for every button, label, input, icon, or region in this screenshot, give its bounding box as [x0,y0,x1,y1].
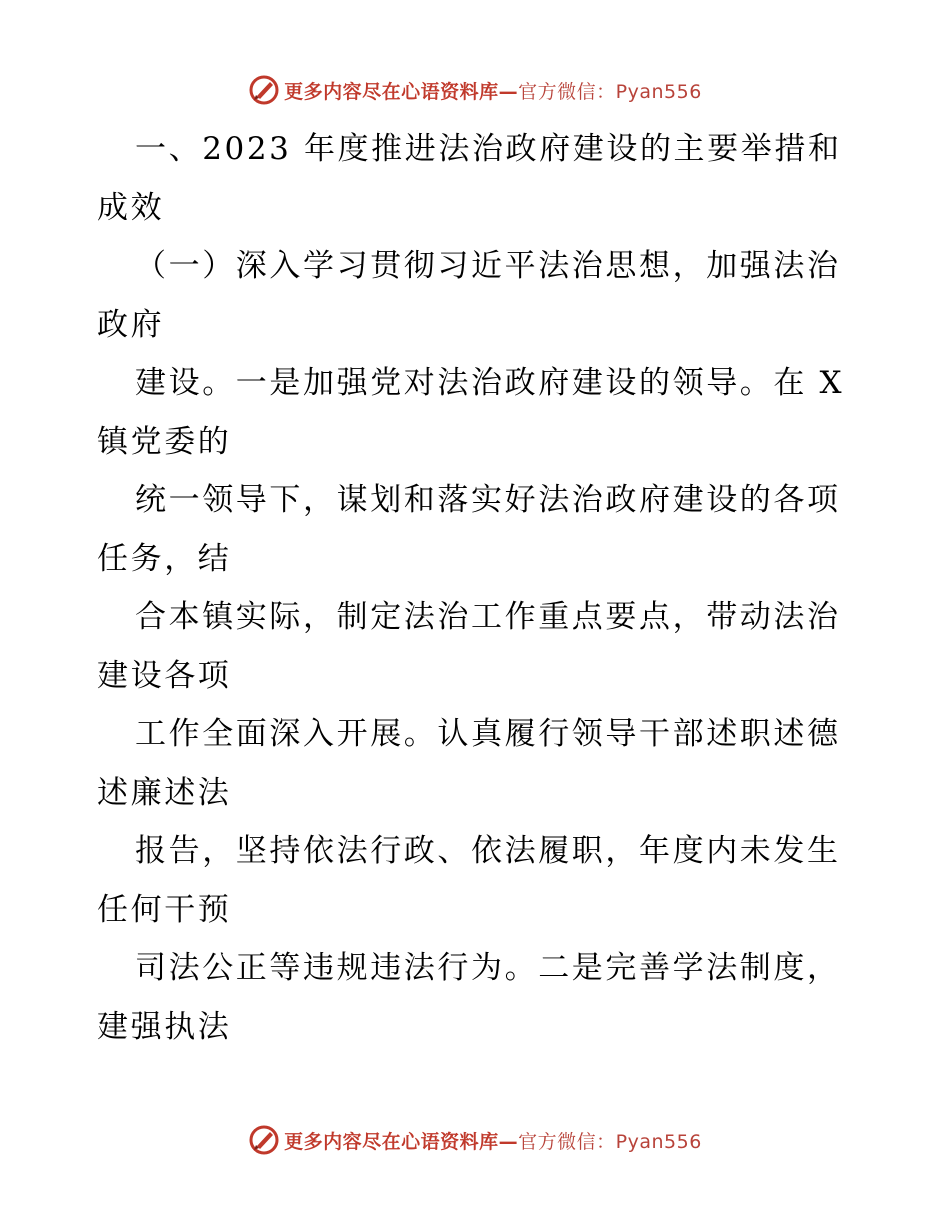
brand-logo-icon [248,74,280,106]
body-line: 工作全面深入开展。认真履行领导干部述职述德 [135,716,841,752]
footer-watermark [0,1120,950,1160]
watermark-text [284,77,702,104]
body-line: 镇党委的 [97,423,232,460]
body-line: 任务，结 [97,540,232,577]
body-line: 建设各项 [97,657,232,694]
body-line: 司法公正等违规违法行为。二是完善学法制度， [135,950,841,986]
body-line: 建设。一是加强党对法治政府建设的领导。在 X [135,365,845,401]
brand-logo-icon [248,1124,280,1156]
watermark-wechat: 官方微信：Pyan556 [518,1130,702,1153]
body-line: 政府 [97,306,165,343]
body-line: 合本镇实际，制定法治工作重点要点，带动法治 [135,599,841,635]
body-line: 成效 [97,189,165,226]
header-watermark [0,70,950,110]
body-line: 建强执法 [97,1008,232,1045]
document-body [97,120,857,1056]
body-line: 一、2023 年度推进法治政府建设的主要举措和 [135,131,842,167]
watermark-text [284,1127,702,1154]
watermark-wechat: 官方微信：Pyan556 [518,80,702,103]
body-line: 报告，坚持依法行政、依法履职，年度内未发生 [135,833,841,869]
body-line: 述廉述法 [97,774,232,811]
watermark-separator: — [498,80,519,103]
watermark-brand: 更多内容尽在心语资料库 [284,1130,499,1153]
watermark-separator: — [498,1130,519,1153]
body-line: 统一领导下，谋划和落实好法治政府建设的各项 [135,482,841,518]
watermark-brand: 更多内容尽在心语资料库 [284,80,499,103]
body-line: （一）深入学习贯彻习近平法治思想，加强法治 [135,248,841,284]
body-line: 任何干预 [97,891,232,928]
